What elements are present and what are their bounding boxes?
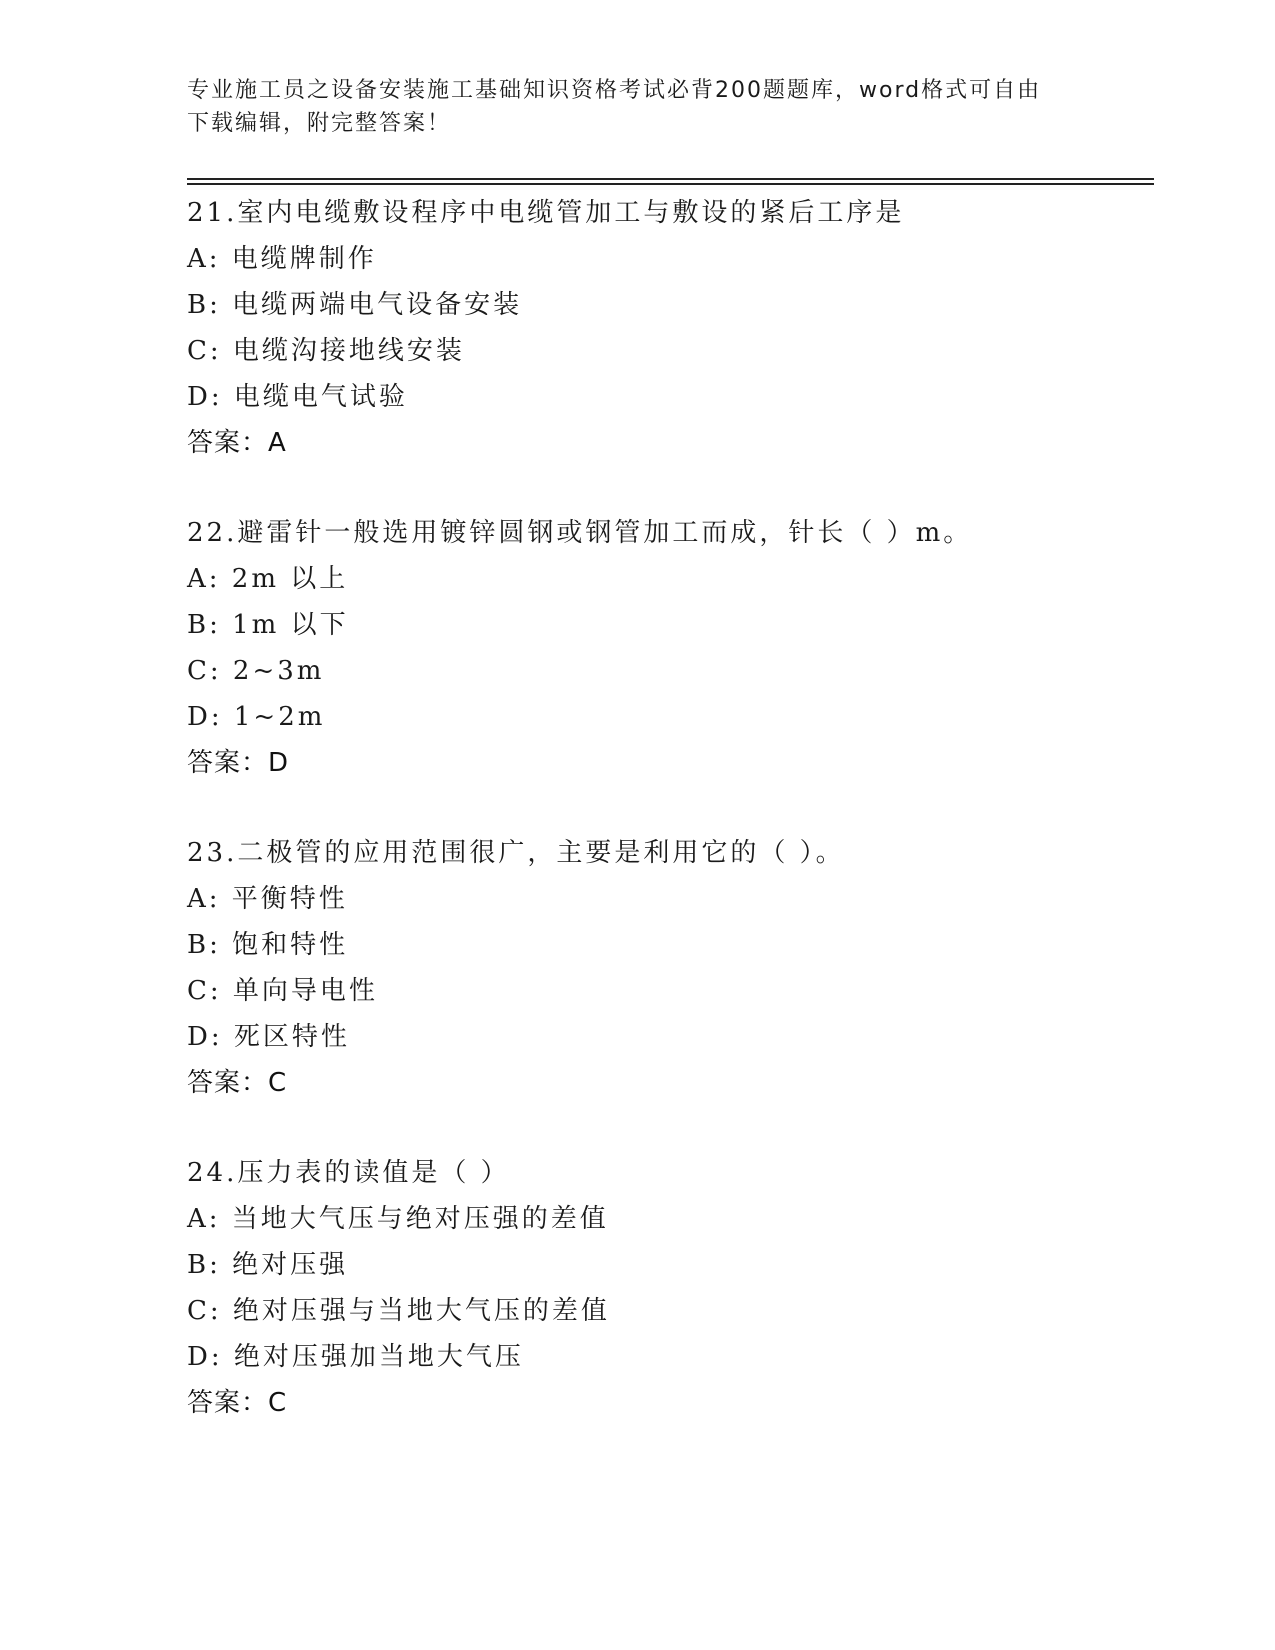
document-header <box>187 74 1087 140</box>
option-a: A: 当地大气压与绝对压强的差值 <box>187 1204 609 1234</box>
option-d: D: 1~2m <box>187 702 326 732</box>
option-b: B: 饱和特性 <box>187 930 349 960</box>
option-d: D: 绝对压强加当地大气压 <box>187 1342 524 1372</box>
header-line-1: 专业施工员之设备安装施工基础知识资格考试必背200题题库，word格式可自由 <box>187 78 1042 103</box>
option-d: D: 电缆电气试验 <box>187 382 408 412</box>
header-line-2: 下载编辑，附完整答案！ <box>187 111 452 136</box>
question-23 <box>187 830 1157 1106</box>
header-divider-bottom <box>187 183 1154 185</box>
question-stem: 24.压力表的读值是（ ） <box>187 1158 510 1188</box>
answer: 答案：C <box>187 1068 288 1098</box>
option-b: B: 1m 以下 <box>187 610 349 640</box>
option-a: A: 平衡特性 <box>187 884 348 914</box>
header-divider-top <box>187 178 1154 180</box>
answer: 答案：A <box>187 428 287 458</box>
question-24 <box>187 1150 1157 1426</box>
question-stem: 22.避雷针一般选用镀锌圆钢或钢管加工而成，针长（ ）m。 <box>187 518 973 548</box>
option-b: B: 绝对压强 <box>187 1250 349 1280</box>
option-c: C: 2~3m <box>187 656 325 686</box>
option-c: C: 单向导电性 <box>187 976 378 1006</box>
option-d: D: 死区特性 <box>187 1022 350 1052</box>
option-a: A: 电缆牌制作 <box>187 244 377 274</box>
question-22 <box>187 510 1157 786</box>
question-21 <box>187 190 1157 466</box>
answer: 答案：C <box>187 1388 288 1418</box>
option-c: C: 电缆沟接地线安装 <box>187 336 465 366</box>
question-stem: 21.室内电缆敷设程序中电缆管加工与敷设的紧后工序是 <box>187 198 905 228</box>
answer: 答案：D <box>187 748 290 778</box>
question-stem: 23.二极管的应用范围很广，主要是利用它的（ ）。 <box>187 838 845 868</box>
option-b: B: 电缆两端电气设备安装 <box>187 290 523 320</box>
question-list <box>187 190 1157 1470</box>
option-a: A: 2m 以上 <box>187 564 349 594</box>
option-c: C: 绝对压强与当地大气压的差值 <box>187 1296 610 1326</box>
